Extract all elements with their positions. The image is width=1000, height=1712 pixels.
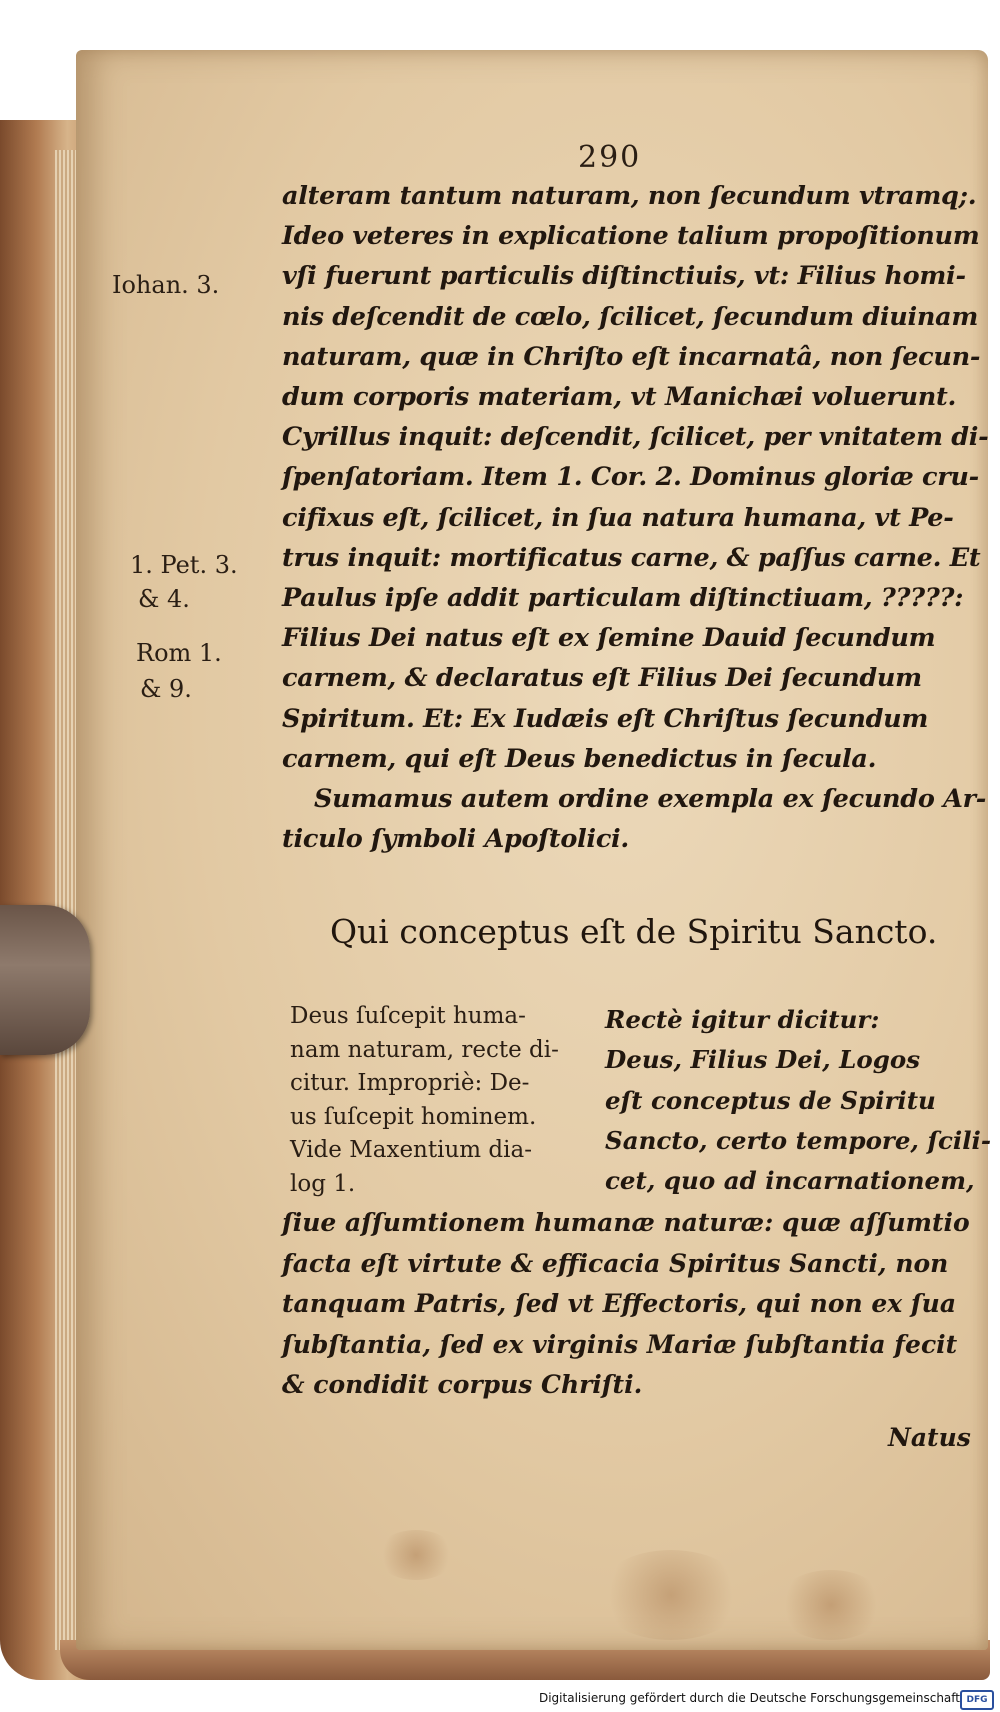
- text-line: naturam, quæ in Chriſto eſt incarnatâ, non ſecun-: [282, 341, 981, 372]
- text-line: tanquam Patris, ſed vt Effectoris, qui non ex ſua: [282, 1289, 957, 1318]
- text-line: Sancto, certo tempore, ſcili-: [605, 1125, 992, 1155]
- text-line: carnem, & declaratus eſt Filius Dei ſecundum: [282, 663, 922, 694]
- text-line: log 1.: [290, 1170, 356, 1197]
- text-line: Sumamus autem ordine exempla ex ſecundo Ar-: [314, 784, 987, 815]
- text-line: Deus, Filius Dei, Logos: [605, 1045, 920, 1075]
- text-line: eſt conceptus de Spiritu: [605, 1085, 936, 1115]
- side-note-column: [290, 1000, 620, 1201]
- page-number: 290: [578, 140, 642, 175]
- text-line: Cyrillus inquit: deſcendit, ſcilicet, per vnitatem di-: [282, 422, 989, 453]
- text-line: cet, quo ad incarnationem,: [605, 1166, 975, 1196]
- text-line: Filius Dei natus eſt ex ſemine Dauid ſecundum: [282, 623, 936, 654]
- foxing-stain: [596, 1550, 746, 1640]
- text-line: dum corporis materiam, vt Manichæi voluerunt.: [282, 382, 957, 413]
- text-line: & condidit corpus Chriſti.: [282, 1370, 643, 1399]
- text-line: alteram tantum naturam, non ſecundum vtramq;.: [282, 181, 977, 211]
- funding-credit: Digitalisierung gefördert durch die Deutsche Forschungsgemeinschaft: [538, 1691, 960, 1705]
- margin-note-johan: Iohan. 3.: [112, 271, 220, 299]
- section-heading: Qui conceptus eſt de Spiritu Sancto.: [330, 912, 938, 951]
- text-line: ſubſtantia, ſed ex virginis Mariæ ſubſtantia fecit: [282, 1329, 958, 1359]
- text-line: ſpenſatoriam. Item 1. Cor. 2. Dominus gloriæ cru-: [282, 462, 979, 493]
- main-paragraph: [282, 176, 989, 859]
- text-line: Vide Maxentium dia-: [290, 1137, 532, 1163]
- text-line: Ideo veteres in explicatione talium propoſitionum: [282, 221, 980, 252]
- foxing-stain: [776, 1570, 886, 1640]
- text-line: Spiritum. Et: Ex Iudæis eſt Chriſtus ſecundum: [282, 703, 929, 734]
- dfg-logo: DFG: [960, 1690, 994, 1710]
- text-line: trus inquit: mortificatus carne, & paſſus carne. Et: [282, 542, 981, 573]
- margin-note-rom-2: & 9.: [140, 675, 192, 703]
- text-line: nis deſcendit de cœlo, ſcilicet, ſecundum diuinam: [282, 301, 979, 332]
- text-line: ſiue aſſumtionem humanæ naturæ: quæ aſſumtio: [282, 1208, 970, 1237]
- closing-paragraph: [282, 1203, 972, 1406]
- catchword: Natus: [888, 1423, 971, 1452]
- margin-note-pet-2: & 4.: [138, 585, 190, 613]
- text-line: Paulus ipſe addit particulam diſtinctiuam, ?????:: [282, 583, 964, 614]
- text-line: ticulo ſymboli Apoſtolici.: [282, 824, 630, 855]
- book-clamp: [0, 905, 90, 1055]
- margin-note-pet: 1. Pet. 3.: [130, 551, 238, 579]
- digitization-footer: [0, 1686, 1000, 1712]
- foxing-stain: [376, 1530, 456, 1580]
- text-line: us ſuſcepit hominem.: [290, 1103, 537, 1130]
- text-line: facta eſt virtute & efficacia Spiritus Sancti, non: [282, 1248, 949, 1278]
- text-line: nam naturam, recte di-: [290, 1036, 559, 1063]
- text-line: cifixus eſt, ſcilicet, in ſua natura humana, vt Pe-: [282, 502, 954, 533]
- text-line: Deus ſuſcepit huma-: [290, 1003, 526, 1029]
- margin-note-rom: Rom 1.: [136, 639, 222, 667]
- text-line: carnem, qui eſt Deus benedictus in ſecula.: [282, 743, 877, 774]
- text-line: Rectè igitur dicitur:: [605, 1005, 880, 1034]
- text-line: vſi fuerunt particulis diſtinctiuis, vt: Filius homi-: [282, 261, 966, 292]
- body-column: [605, 1000, 992, 1201]
- text-line: citur. Impropriè: De-: [290, 1070, 530, 1096]
